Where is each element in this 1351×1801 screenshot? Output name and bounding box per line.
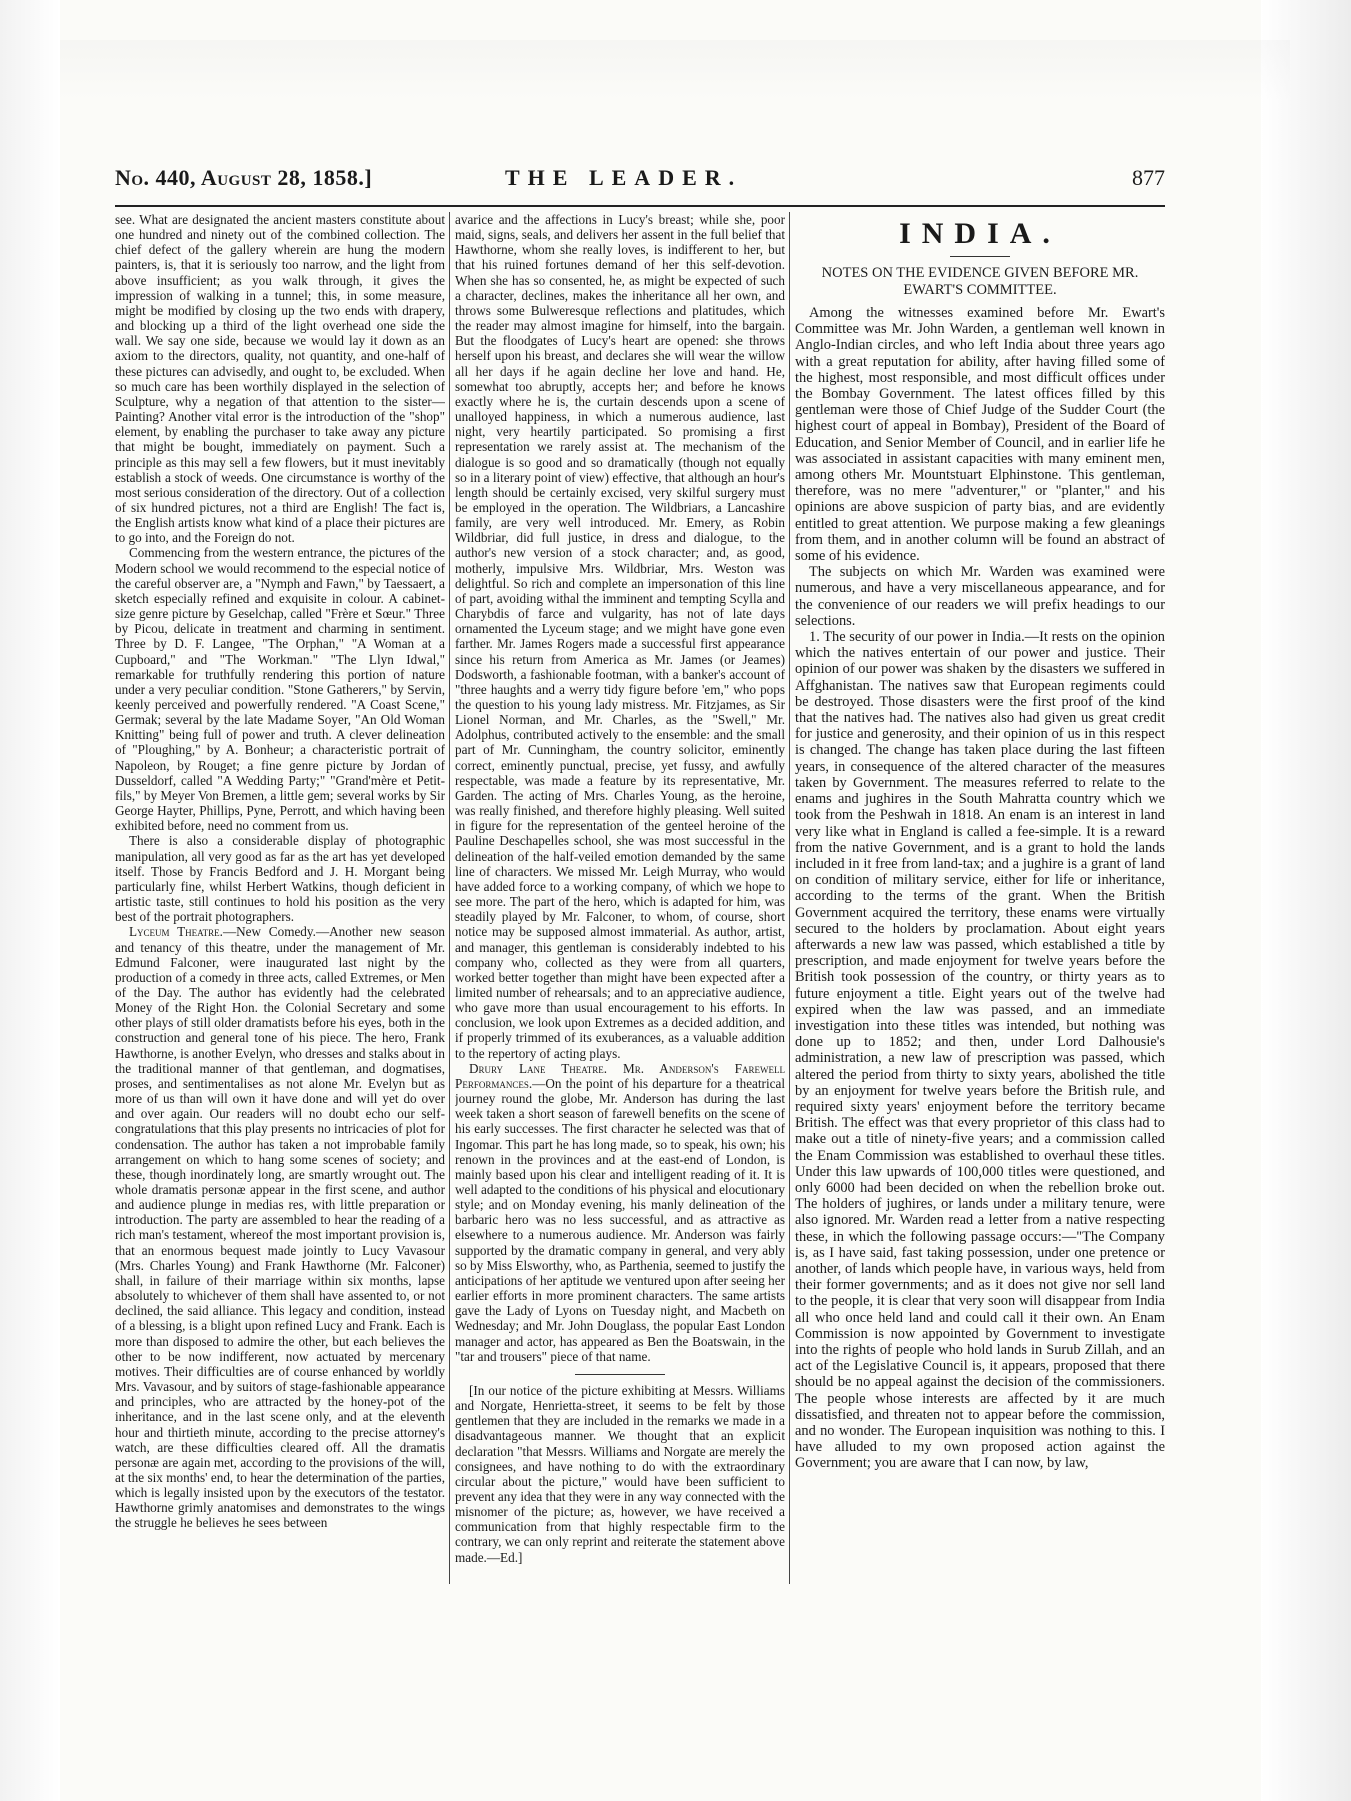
- article-paragraph: avarice and the affections in Lucy's breast; while she, poor maid, signs, seals, and delivers her assent in the full belief that Hawthorne, whom she really loves, is indifferent to her, but that his ruined fortunes demand of her this self-devotion. When she has so consented, he, as might be expected of such a character, declines, makes the inheritance all her own, and throws some Bulweresque reflections and platitudes, which the reader may almost imagine for himself, into the bargain. But the floodgates of Lucy's heart are opened: she throws herself upon his breast, and declares she will wear the willow all her days if he again decline her love and hand. He, somewhat too abruptly, accepts her; and before he knows exactly where he is, the curtain descends upon a scene of unalloyed happiness, in which a numerous audience, last night, very heartily participated. So promising a first representation we rarely assist at. The mechanism of the dialogue is so good and so dramatically (though not equally so in a literary point of view) effective, that although an hour's length should be certainly excised, very skilful surgery must be employed in the operation. The Wildbriars, a Lancashire family, are very well introduced. Mr. Emery, as Robin Wildbriar, did full justice, in dress and dialogue, to the author's new version of a stock character; and, as good, motherly, impulsive Mrs. Wildbriar, Mrs. Weston was delightful. So rich and complete an impersonation of this line of part, avoiding withal the imminent and tempting Scylla and Charybdis of farce and vulgarity, has not of late days ornamented the Lyceum stage; and we might have gone even farther. Mr. James Rogers made a successful first appearance since his return from America as Mr. James (or Jeames) Dodsworth, a fashionable footman, with a banker's account of "three haughts and a werry tidy figure before 'em," who pops the question to his young lady mistress. Mr. Fitzjames, as Sir Lionel Norman, and Mr. Charles, as the "Swell," Mr. Adolphus, contributed actively to the ensemble: and the small part of Mr. Cunningham, the country solicitor, eminently correct, eminently punctual, precise, yet fussy, and awfully respectable, was made a feature by its representative, Mr. Garden. The acting of Mrs. Charles Young, as the heroine, was really finished, and therefore highly pleasing. Well suited in figure for the representation of the genteel heroine of the Pauline Deschapelles school, she was most successful in the delineation of the half-veiled emotion demanded by the same line of characters. We missed Mr. Leigh Murray, who would have added force to a working company, of which we hope to see more. The part of the hero, which is adapted for him, was steadily played by Mr. Falconer, to whom, of course, short notice may be supposed almost immaterial. As author, artist, and manager, this gentleman is considerably indebted to his company who, collected as they were from all quarters, worked better together than might have been expected after a limited number of rehearsals; and to an appreciative audience, who gave more than usual encouragement to his efforts. In conclusion, we look upon Extremes as a decided addition, and if properly trimmed of its exuberances, as a valuable addition to the repertory of acting plays.: [455, 212, 785, 1061]
- column-1: [115, 212, 445, 1584]
- column-2: [455, 212, 785, 1584]
- review-text: —On the point of his departure for a theatrical journey round the globe, Mr. Anderson has during the last week taken a short season of farewell benefits on the scene of his early successes. The first character he selected was that of Ingomar. This part he has long made, so to speak, his own; his renown in the provinces and at the east-end of London, is mainly based upon his clear and intelligent reading of it. It is well adapted to the conditions of his physical and elocutionary style; and on Monday evening, his manly delineation of the barbaric hero was no less successful, and as attractive as elsewhere to a numerous audience. Mr. Anderson was fairly supported by the dramatic company in general, and very ably so by Miss Elsworthy, who, as Parthenia, seemed to justify the anticipations of her aptitude we ventured upon after seeing her earlier efforts in more prominent characters. The same artists gave the Lady of Lyons on Tuesday night, and Macbeth on Wednesday; and Mr. John Douglass, the popular East London manager and actor, has appeared as Ben the Boatswain, in the "tar and trousers" piece of that name.: [455, 1075, 785, 1364]
- article-paragraph: The subjects on which Mr. Warden was examined were numerous, and have a very miscellaneous appearance, and for the convenience of our readers we will prefix headings to our selections.: [795, 564, 1165, 629]
- scan-margin-right: [1261, 0, 1351, 1801]
- review-text: —New Comedy.—Another new season and tenancy of this theatre, under the management of Mr. Edmund Falconer, were inaugurated last night by the production of a comedy in three acts, called Extremes, or Men of the Day. The author has evidently had the celebrated Money of the Right Hon. the Colonial Secretary and some other plays of still older dramatists before his eyes, both in the construction and general tone of his piece. The hero, Frank Hawthorne, is another Evelyn, who dresses and stalks about in the traditional manner of that gentleman, and dogmatises, proses, and sentimentalises as not alone Mr. Evelyn but as more of us than will own it have done and will yet do over and over again. Our readers will no doubt echo our self-congratulations that this play presents no intricacies of plot for condensation. The author has taken a not improbable family arrangement on which to hang some scenes of society; and these, though inordinately long, are smartly wrought out. The whole dramatis personæ appear in the first scene, and author and audience plunge in medias res, with little preparation or introduction. The party are assembled to hear the reading of a rich man's testament, whereof the most important provision is, that an enormous bequest made jointly to Lucy Vavasour (Mrs. Charles Young) and Frank Hawthorne (Mr. Falconer) shall, in failure of their marriage within six months, lapse absolutely to whichever of them shall have assented to, or not declined, the said alliance. This legacy and condition, instead of a blessing, is a blight upon refined Lucy and Frank. Each is more than disposed to admire the other, but each believes the other to be now indifferent, now actuated by mercenary motives. Their difficulties are of course enhanced by worldly Mrs. Vavasour, and by suitors of stage-fashionable appearance and principles, who are attracted by the honey-pot of the inheritance, and in the last scene only, and at the eleventh hour and thirtieth minute, according to the precise attorney's watch, are these difficulties cleared off. All the dramatis personæ are again met, according to the provisions of the will, at the six months' end, to hear the determination of the parties, which is legally insisted upon by the executors of the testator. Hawthorne grimly anatomises and demonstrates to the wings the struggle he believes he sees between: [115, 924, 445, 1531]
- section-divider: [575, 1374, 665, 1375]
- section-lead: Lyceum Theatre.: [129, 924, 223, 940]
- title-rule: [950, 256, 1010, 257]
- article-paragraph: see. What are designated the ancient masters constitute about one hundred and ninety out of the combined collection. The chief defect of the gallery wherein are hung the modern painters, is, that it is seriously too narrow, and the light from above insufficient; as you walk through, it gives the impression of walking in a tunnel; this, in some measure, might be modified by closing up the two ends with drapery, and blocking up a third of the light overhead one side the wall. We say one side, because we would lay it down as an axiom to the directors, quality, not quantity, and one-half of these pictures can advisedly, and ought to, be excluded. When so much care has been worthily displayed in the selection of Sculpture, why a negation of that attention to the sister—Painting? Another vital error is the introduction of the "shop" element, by enabling the purchaser to take away any picture that might be bought, immediately on payment. Such a principle as this may sell a few flowers, but it must inevitably establish a stock of weeds. One circumstance is worthy of the most serious consideration of the directory. Out of a collection of six hundred pictures, not a third are English! The fact is, the English artists know what kind of a place their pictures are to go into, and the Foreign do not.: [115, 212, 445, 546]
- section-title: INDIA.: [899, 217, 1061, 250]
- column-divider: [449, 212, 450, 1584]
- section-subtitle: NOTES ON THE EVIDENCE GIVEN BEFORE MR. EWART'S COMMITTEE.: [821, 265, 1139, 298]
- article-paragraph: 1. The security of our power in India.—It rests on the opinion which the natives entertain of our power and justice. Their opinion of our power was shaken by the disasters we suffered in Affghanistan. The natives saw that European regiments could be destroyed. Those disasters were the first proof of the kind that the natives had. The natives also had given us great credit for justice and generosity, and their opinion of us in this respect is changed. The change has taken place during the last fifteen years, in consequence of the altered character of the measures taken by Government. The measures referred to relate to the enams and jughires in the South Mahratta country which we took from the Peshwah in 1818. An enam is an interest in land very like what in England is called a fee-simple. It is a reward from the native Government, and is a grant to hold the lands included in it free from land-tax; and a jughire is a grant of land on condition of military service, either for life or inheritance, according to the terms of the grant. When the British Government acquired the territory, these enams were virtually secured to the holders by proclamation. About eight years afterwards a new law was passed, which established a title by prescription, and made enjoyment for twelve years before the British took possession of the country, or thirty years as to future enjoyment a title. Eight years out of the twelve had expired when the law was passed, and an immediate investigation into these titles was intended, but nothing was done up to 1852; and then, under Lord Dalhousie's administration, a new law of prescription was passed, which altered the period from thirty to sixty years, abolished the title by an enjoyment for twelve years before the British rule, and required sixty years' enjoyment before the territory became British. The effect was that every proprietor of this class had to make out a title of ninety-five years; and a commission called the Enam Commission was established to overhaul these titles. Under this law upwards of 100,000 titles were questioned, and only 6000 had been decided on when the rebellion broke out. The holders of jughires, or lands under a military tenure, were also ignored. Mr. Warden read a letter from a native respecting these, in which the following passage occurs:—"The Company is, as I have said, fast taking possession, under one pretence or another, of lands which people have, in various ways, held from their former governments; and as it does not give nor sell land to the people, it is clear that very soon will disappear from India all who once held land and could call it their own. An Enam Commission is now appointed by Government to investigate into the rights of people who hold lands in Surub Zillah, and an act of the Legislative Council is, it appears, proposed that there should be no appeal against the decision of the commissioners. The people whose interests are affected by it are much dissatisfied, and threaten not to appear before the commission, and no wonder. The European inquisition was nothing to this. I have alluded to my own proposed action against the Government; you are aware that I can now, by law,: [795, 629, 1165, 1472]
- column-divider: [789, 212, 790, 1584]
- scan-margin-left: [0, 0, 60, 1801]
- masthead-title: THE LEADER.: [505, 165, 743, 190]
- column-3: [795, 212, 1165, 1584]
- page-header: [115, 165, 1165, 207]
- issue-date: No. 440, August 28, 1858.]: [115, 165, 373, 190]
- scan-shadow-top: [60, 40, 1290, 100]
- article-paragraph: There is also a considerable display of photographic manipulation, all very good as far as the art has yet developed itself. Those by Francis Bedford and J. H. Morgant being particularly fine, whilst Herbert Watkins, though deficient in artistic taste, still continues to hold his position as the very best of the portrait photographers.: [115, 833, 445, 925]
- theatre-review: [115, 924, 445, 1530]
- theatre-review: [455, 1061, 785, 1364]
- page-number: 877: [1132, 165, 1165, 190]
- article-paragraph: Among the witnesses examined before Mr. Ewart's Committee was Mr. John Warden, a gentleman well known in Anglo-Indian circles, and who left India about three years ago with a great reputation for ability, after having filled some of the highest, most responsible, and most difficult offices under the Bombay Government. The latest offices filled by this gentleman were those of Chief Judge of the Sudder Court (the highest court of appeal in Bombay), President of the Board of Education, and Senior Member of Council, and in earlier life he was associated in assistant capacities with many eminent men, among others Mr. Mountstuart Elphinstone. This gentleman, therefore, was no mere "adventurer," or "planter," and his opinions are above suspicion of party bias, and are evidently entitled to great attention. We purpose making a few gleanings from them, and in another column will be found an abstract of some of his evidence.: [795, 305, 1165, 565]
- editor-note: [In our notice of the picture exhibiting at Messrs. Williams and Norgate, Henrietta-street, it seems to be felt by those gentlemen that they are included in the remarks we made in a disadvantageous manner. We thought that an explicit declaration "that Messrs. Williams and Norgate are merely the consignees, and have nothing to do with the extraordinary circular about the picture," would have been sufficient to prevent any idea that they were in any way connected with the misnomer of the picture; as, however, we have received a communication from that highly respectable firm to the contrary, we can only reprint and reiterate the statement above made.—Ed.]: [455, 1382, 785, 1565]
- section-lead: Drury Lane Theatre. Mr. Anderson's Farewell Performances.: [455, 1060, 785, 1091]
- article-paragraph: Commencing from the western entrance, the pictures of the Modern school we would recommend to the especial notice of the careful observer are, a "Nymph and Fawn," by Taessaert, a sketch especially refined and exquisite in colour. A cabinet-size genre picture by Geselchap, called "Frère et Sœur." Three by Picou, delicate in treatment and charming in sentiment. Three by D. F. Langee, "The Orphan," "A Woman at a Cupboard," and "The Workman." "The Llyn Idwal," remarkable for truthfully rendering this portion of nature under a very peculiar condition. "Stone Gatherers," by Servin, keenly perceived and powerfully rendered. "A Coast Scene," Germak; several by the late Madame Soyer, "An Old Woman Knitting" being full of power and truth. A clever delineation of "Ploughing," by A. Bonheur; a characteristic portrait of Napoleon, by Rouget; a fine genre picture by Jordan of Dusseldorf, called "A Wedding Party;" "Grand'mère et Petit-fils," by Meyer Von Bremen, a little gem; several works by Sir George Hayter, Phillips, Pyne, Perrott, and which having been exhibited before, need no comment from us.: [115, 545, 445, 834]
